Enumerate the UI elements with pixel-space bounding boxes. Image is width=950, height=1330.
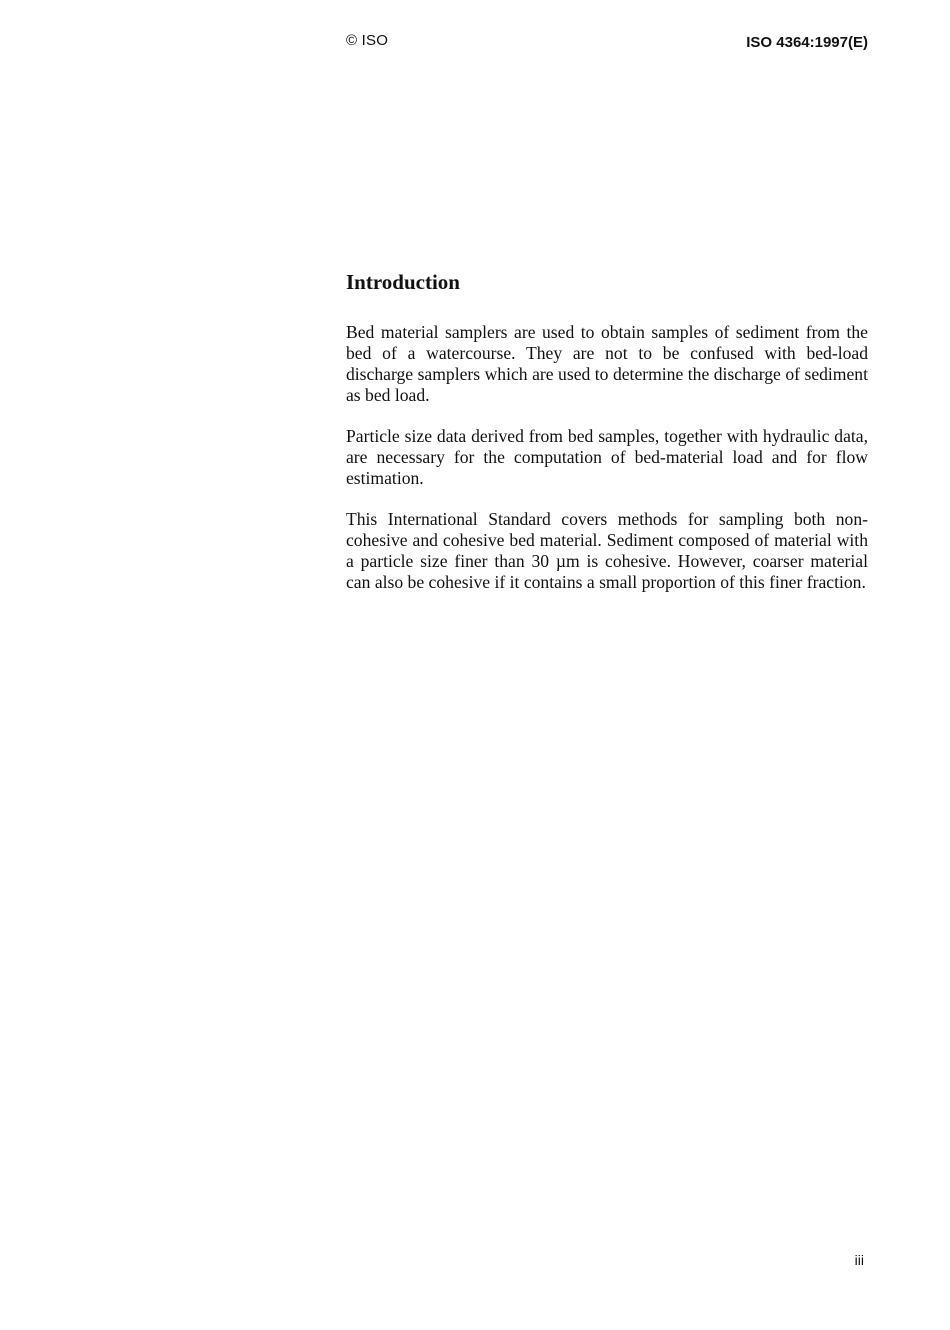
paragraph-1: Bed material samplers are used to obtain samples of sediment from the bed of a watercourse. They are not to be confused with bed-load discharge samplers which are used to determine the discharge of sediment as bed load. (346, 322, 868, 405)
section-heading: Introduction (346, 270, 460, 294)
copyright-label: © ISO (346, 32, 389, 49)
paragraph-3: This International Standard covers methods for sampling both non-cohesive and cohesive bed material. Sediment composed of material with a particle size finer than 30 µm is cohesive. However, coarser material can also be cohesive if it contains a small proportion of this finer fraction. (346, 509, 868, 592)
paragraph-2: Particle size data derived from bed samples, together with hydraulic data, are necessary for the computation of bed-material load and for flow estimation. (346, 426, 868, 488)
document-identifier: ISO 4364:1997(E) (746, 34, 868, 51)
introduction-section (346, 268, 868, 613)
page-number: iii (854, 1252, 864, 1268)
